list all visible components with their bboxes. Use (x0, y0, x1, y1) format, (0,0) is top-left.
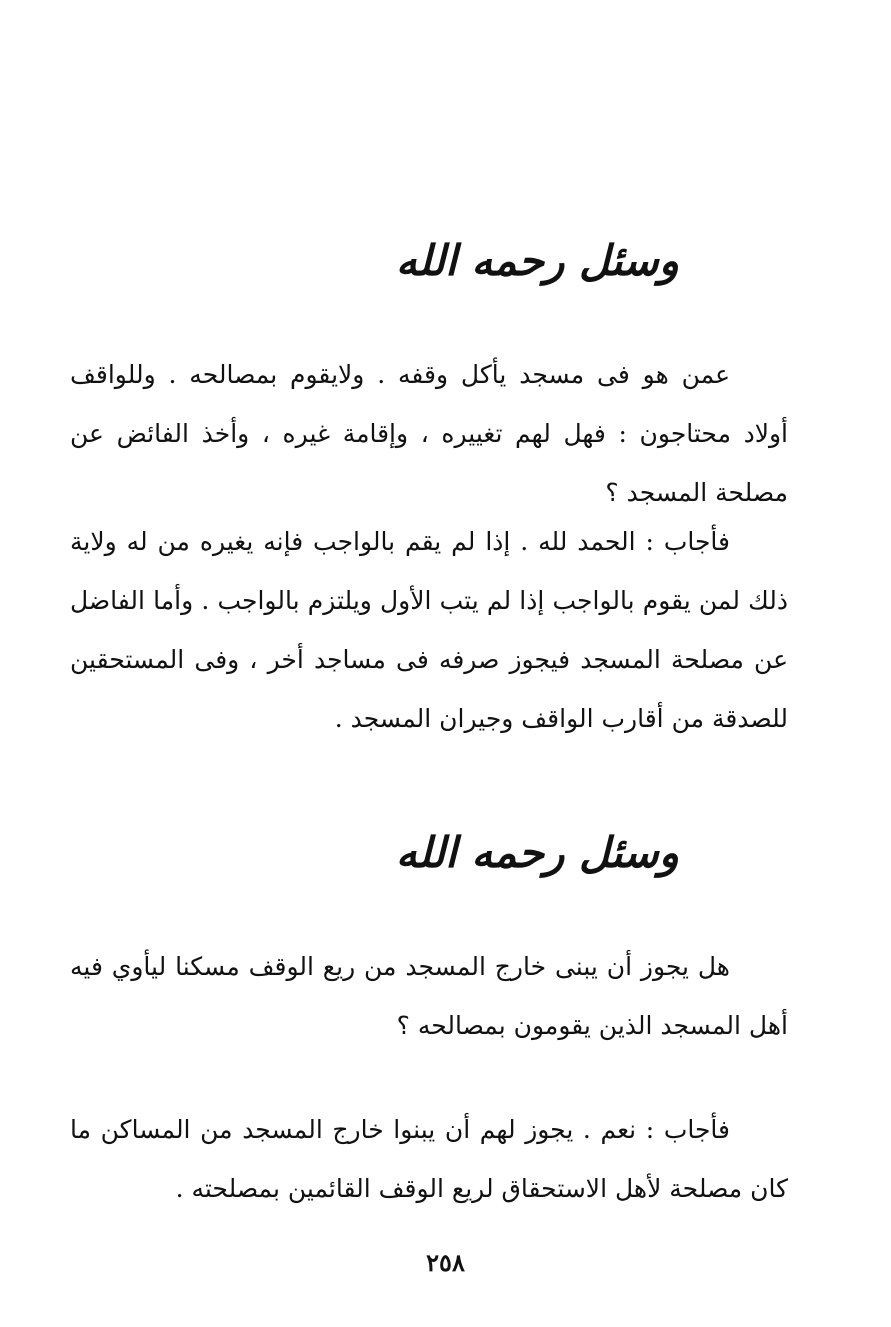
answer-paragraph (70, 1100, 788, 1218)
question-text: عمن هو فى مسجد يأكل وقفه . ولايقوم بمصالحه . وللواقف أولاد محتاجون : فهل لهم تغييره ، وإقامة غيره ، وأخذ الفائض عن مصلحة المسجد ؟ (70, 360, 788, 507)
question-text: هل يجوز أن يبنى خارج المسجد من ريع الوقف مسكنا ليأوي فيه أهل المسجد الذين يقومون بمصالحه ؟ (70, 952, 788, 1040)
answer-text: فأجاب : الحمد لله . إذا لم يقم بالواجب فإنه يغيره من له ولاية ذلك لمن يقوم بالواجب إذا لم يتب الأول ويلتزم بالواجب . وأما الفاضل عن مصلحة المسجد فيجوز صرفه فى مساجد أخر ، وفى المستحقين للصدقة من أقارب الواقف وجيران المسجد . (70, 527, 788, 733)
section-heading: وسئل رحمه الله (395, 236, 679, 285)
question-paragraph (70, 345, 788, 522)
page-number: ٢٥٨ (426, 1248, 465, 1277)
answer-text: فأجاب : نعم . يجوز لهم أن يبنوا خارج المسجد من المساكن ما كان مصلحة لأهل الاستحقاق لريع الوقف القائمين بمصلحته . (70, 1115, 788, 1203)
section-heading: وسئل رحمه الله (395, 828, 679, 877)
question-paragraph (70, 937, 788, 1055)
answer-paragraph (70, 512, 788, 748)
